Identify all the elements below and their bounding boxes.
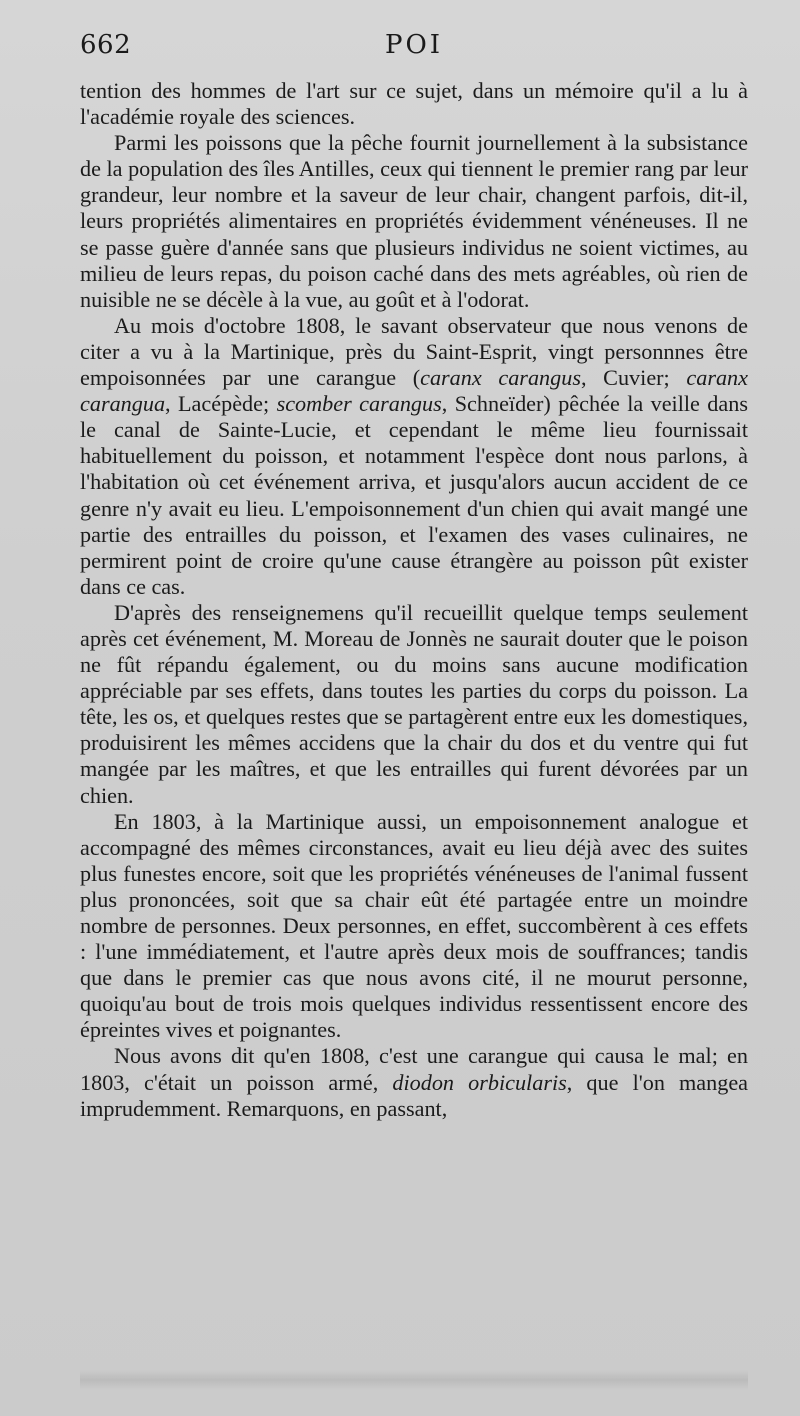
text-run: Au mois d'octobre 1808, le savant observateur que nous venons de citer a vu à la Martinique, près du Saint-Esprit, vingt personnnes être empoisonnées par une carangue (: [80, 312, 748, 391]
text-run: , Cuvier;: [580, 365, 687, 391]
page-number: 662: [80, 30, 132, 60]
paragraph: [80, 313, 748, 600]
text-run: D'après des renseignemens qu'il recueillit quelque temps seulement après cet événement, M. Moreau de Jonnès ne saurait douter que le poison ne fût répandu également, ou du moins sans aucune modification appréciable par ses effets, dans toutes les parties du corps du poisson. La tête, les os, et quelques restes que se partagèrent entre eux les domestiques, produisirent les mêmes accidens que la chair du dos et du ventre qui fut mangée par les maîtres, et que les entrailles qui furent dévorées par un chien.: [80, 599, 748, 808]
body-text: [80, 78, 748, 1122]
text-run: Nous avons dit qu'en 1808, c'est une carangue qui causa le mal; en 1803, c'était un poisson armé,: [80, 1043, 748, 1095]
paragraph: [80, 600, 748, 809]
paragraph: [80, 78, 748, 130]
text-run: , Schneïder) pêchée la veille dans le canal de Sainte-Lucie, et cependant le même lieu fournissait habituellement du poisson, et notamment l'espèce dont nous parlons, à l'habitation où cet événement arriva, et jusqu'alors aucun accident de ce genre n'y avait eu lieu. L'empoisonnement d'un chien qui avait mangé une partie des entrailles du poisson, et l'examen des vases culinaires, ne permirent point de croire qu'une cause étrangère au poisson pût exister dans ce cas.: [80, 391, 748, 599]
italic-term: caranx carangua: [80, 365, 748, 417]
paragraph: [80, 809, 748, 1044]
italic-term: caranx carangus: [420, 365, 581, 391]
paragraph: [80, 1043, 748, 1121]
text-run: , Lacépède;: [165, 391, 277, 417]
page-header: [80, 30, 748, 70]
text-run: , que l'on mangea imprudemment. Remarquons, en passant,: [80, 1069, 749, 1121]
italic-term: scomber carangus: [276, 391, 442, 417]
text-run: tention des hommes de l'art sur ce sujet, dans un mémoire qu'il a lu à l'académie royale des sciences.: [80, 78, 748, 130]
italic-term: diodon orbicularis: [392, 1069, 567, 1095]
bleed-through-shadow: [80, 1370, 748, 1390]
text-run: En 1803, à la Martinique aussi, un empoisonnement analogue et accompagné des mêmes circonstances, avait eu lieu déjà avec des suites plus funestes encore, soit que les propriétés vénéneuses de l'animal fussent plus prononcées, soit que sa chair eût été partagée entre un moindre nombre de personnes. Deux personnes, en effet, succombèrent à ces effets : l'une immédiatement, et l'autre après deux mois de souffrances; tandis que dans le premier cas que nous avons cité, il ne mourut personne, quoiqu'au bout de trois mois quelques individus ressentissent encore des épreintes vives et poignantes.: [80, 808, 748, 1043]
running-head: POI: [384, 30, 444, 60]
paragraph: [80, 130, 748, 313]
text-run: Parmi les poissons que la pêche fournit journellement à la subsistance de la population des îles Antilles, ceux qui tiennent le premier rang par leur grandeur, leur nombre et la saveur de leur chair, changent parfois, dit-il, leurs propriétés alimentaires en propriétés évidemment vénéneuses. Il ne se passe guère d'année sans que plusieurs individus ne soient victimes, au milieu de leurs repas, du poison caché dans des mets agréables, où rien de nuisible ne se décèle à la vue, au goût et à l'odorat.: [80, 130, 748, 312]
